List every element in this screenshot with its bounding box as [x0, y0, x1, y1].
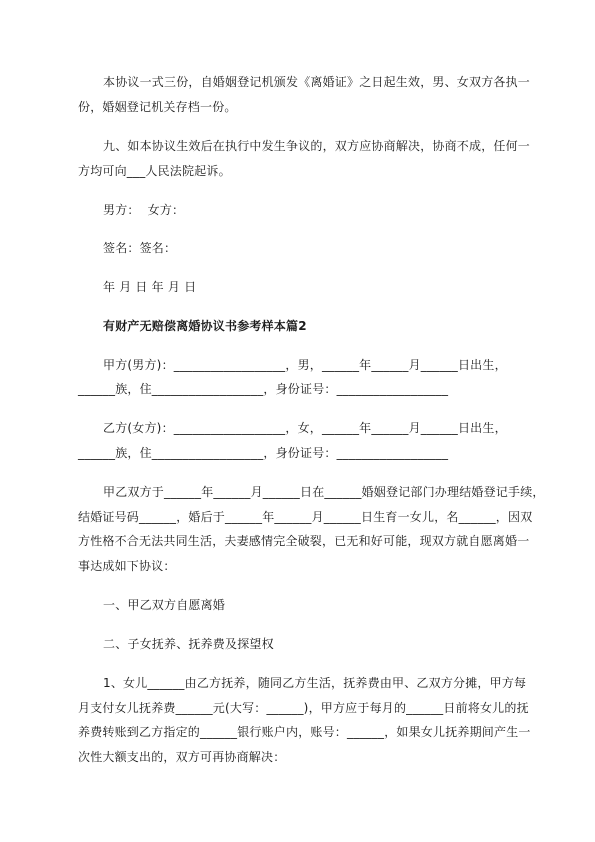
clause-2-heading: 二、子女抚养、抚养费及探望权 — [103, 637, 274, 651]
child-support-line-3: 养费转账到乙方指定的______银行账户内，账号：______，如果女儿抚养期间产生一 — [78, 725, 531, 739]
marriage-info-line-3: 方性格不合无法共同生活，夫妻感情完全破裂，已无和好可能，现双方就自愿离婚一 — [78, 534, 530, 548]
marriage-info-line-4: 事达成如下协议： — [78, 559, 176, 573]
marriage-info-line-2: 结婚证号码______，婚后于______年______月______日生育一女儿，名______，因双 — [78, 510, 533, 524]
section-heading: 有财产无赔偿离婚协议书参考样本篇2 — [103, 319, 307, 333]
party-a-line-1: 甲方(男方)：__________________，男，______年______月______日出生， — [103, 358, 507, 372]
clause-9-text-line-2: 方均可向___人民法院起诉。 — [78, 164, 231, 178]
clause-8-text-line-2: 份，婚姻登记机关存档一份。 — [78, 100, 237, 114]
clause-9-text-line-1: 九、如本协议生效后在执行中发生争议的，双方应协商解决，协商不成，任何一 — [103, 139, 531, 153]
child-support-line-4: 次性大额支出的，双方可再协商解决： — [78, 750, 286, 764]
child-support-line-2: 月支付女儿抚养费______元(大写：______)，甲方应于每月的______日前将女儿的抚 — [78, 701, 529, 715]
marriage-info-line-1: 甲乙双方于______年______月______日在______婚姻登记部门办理结婚登记手续， — [103, 485, 545, 499]
child-support-line-1: 1、女儿______由乙方抚养，随同乙方生活，抚养费由甲、乙双方分摊，甲方每 — [103, 676, 527, 690]
party-b-line-1: 乙方(女方)：__________________，女，______年______月______日出生， — [103, 421, 507, 435]
signature-line: 签名：签名： — [103, 241, 177, 255]
party-label-line: 男方： 女方： — [103, 203, 185, 217]
clause-1-heading: 一、甲乙双方自愿离婚 — [103, 598, 226, 612]
date-line: 年 月 日 年 月 日 — [103, 280, 197, 294]
clause-8-text-line-1: 本协议一式三份，自婚姻登记机颁发《离婚证》之日起生效，男、女双方各执一 — [103, 75, 531, 89]
party-b-line-2: ______族，住__________________，身份证号：__________________ — [78, 446, 449, 460]
party-a-line-2: ______族，住__________________，身份证号：__________________ — [78, 382, 449, 396]
